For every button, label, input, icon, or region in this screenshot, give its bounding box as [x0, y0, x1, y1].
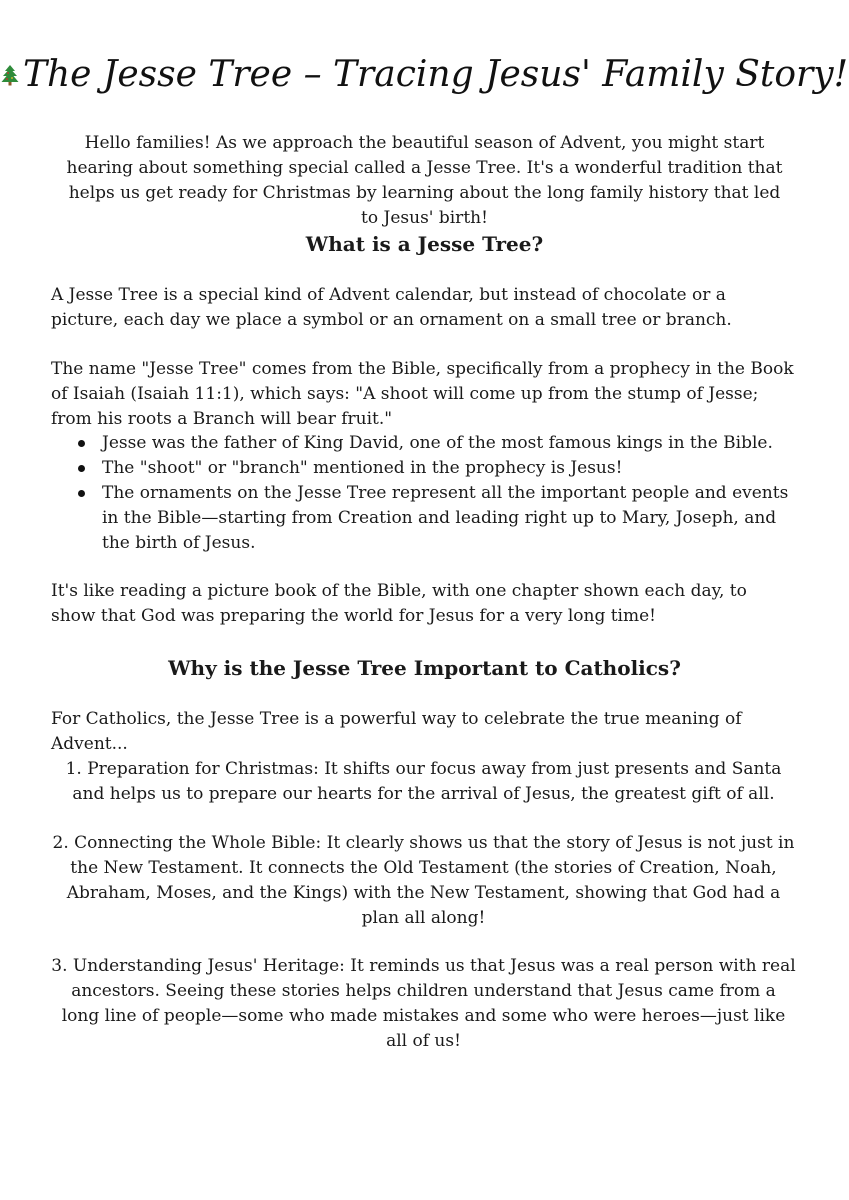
numbered-item-preparation: 1. Preparation for Christmas: It shifts our focus away from just presents and Santa and helps us to prepare our hearts for the arrival of Jesus, the greatest gift of all. [65, 759, 782, 804]
bullet-dot [78, 490, 85, 497]
bullet-dot [78, 465, 85, 472]
bullet-list [51, 431, 796, 556]
list-item: Jesse was the father of King David, one of the most famous kings in the Bible. [51, 431, 796, 456]
page-title [0, 50, 849, 100]
numbered-item-heritage: 3. Understanding Jesus' Heritage: It reminds us that Jesus was a real person with real ancestors. Seeing these stories helps children understand that Jesus came from a long line of people—some who made mistakes and some who were heroes—just like all of us! [51, 956, 796, 1051]
christmas-tree-icon [1, 64, 19, 86]
section-heading-what: What is a Jesse Tree? [305, 232, 544, 256]
section-heading-why: Why is the Jesse Tree Important to Catholics? [168, 656, 681, 680]
list-item: The "shoot" or "branch" mentioned in the prophecy is Jesus! [51, 456, 796, 481]
paragraph-definition: A Jesse Tree is a special kind of Advent calendar, but instead of chocolate or a picture, each day we place a symbol or an ornament on a small tree or branch. [51, 285, 732, 330]
numbered-item-connecting: 2. Connecting the Whole Bible: It clearly shows us that the story of Jesus is not just in the New Testament. It connects the Old Testament (the stories of Creation, Noah, Abraham, Moses, and the Kings) with the New Testament, showing that God had a plan all along! [52, 833, 795, 928]
paragraph-catholics-intro: For Catholics, the Jesse Tree is a powerful way to celebrate the true meaning of Advent... [51, 709, 742, 754]
page-title-text: The Jesse Tree – Tracing Jesus' Family Story! [22, 54, 849, 95]
list-item: The ornaments on the Jesse Tree represent all the important people and events in the Bible—starting from Creation and leading right up to Mary, Joseph, and the birth of Jesus. [51, 481, 796, 556]
bullet-dot [78, 440, 85, 447]
paragraph-picture-book: It's like reading a picture book of the Bible, with one chapter shown each day, to show that God was preparing the world for Jesus for a very long time! [51, 581, 747, 626]
intro-paragraph: Hello families! As we approach the beautiful season of Advent, you might start hearing about something special called a Jesse Tree. It's a wonderful tradition that helps us get ready for Christmas by learning about the long family history that led to Jesus' birth! [66, 133, 783, 228]
paragraph-name-origin: The name "Jesse Tree" comes from the Bible, specifically from a prophecy in the Book of Isaiah (Isaiah 11:1), which says: "A shoot will come up from the stump of Jesse; from his roots a Branch will bear fruit." [51, 359, 794, 429]
